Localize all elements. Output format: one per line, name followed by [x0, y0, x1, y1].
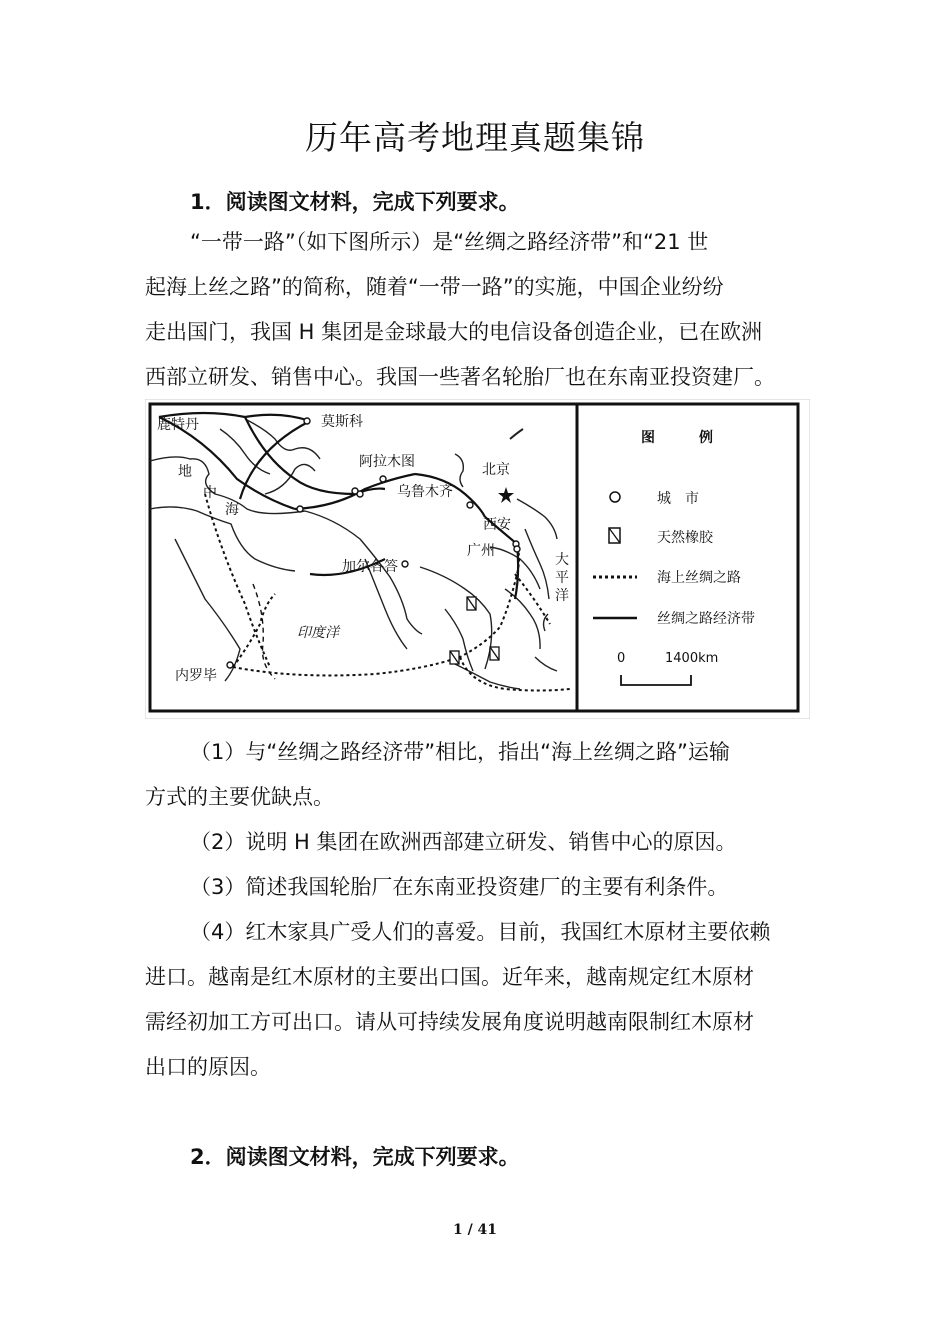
legend-city: 城 市: [657, 491, 699, 507]
belt-and-road-map: [145, 399, 810, 719]
sub-question-line: 进口。越南是红木原材的主要出口国。近年来，越南规定红木原材: [145, 965, 754, 989]
sub-question-line: （1）与“丝绸之路经济带”相比，指出“海上丝绸之路”运输: [190, 740, 730, 764]
intro-line: 走出国门，我国 H 集团是金球最大的电信设备创造企业，已在欧洲: [145, 320, 763, 344]
legend-city-symbol: [610, 492, 620, 502]
legend-rubber: 天然橡胶: [657, 530, 713, 546]
question-2-heading: 2．阅读图文材料，完成下列要求。: [190, 1145, 520, 1169]
legend-scale-value: 1400km: [665, 651, 719, 666]
intro-line: 起海上丝之路”的简称，随着“一带一路”的实施，中国企业纷纷: [145, 275, 724, 299]
label-pacific-1: 大: [555, 552, 569, 568]
page-title: 历年高考地理真题集锦: [305, 118, 645, 157]
sub-question-line: 出口的原因。: [145, 1055, 271, 1079]
label-nairobi: 内罗毕: [175, 668, 217, 684]
sub-question-line: 方式的主要优缺点。: [145, 785, 334, 809]
intro-line: 西部立研发、销售中心。我国一些著名轮胎厂也在东南亚投资建厂。: [145, 365, 775, 389]
intro-line: “一带一路”（如下图所示）是“丝绸之路经济带”和“21 世: [190, 230, 709, 254]
legend-title-1: 图: [641, 430, 655, 446]
label-beijing: 北京: [482, 462, 510, 478]
sub-question-line: 需经初加工方可出口。请从可持续发展角度说明越南限制红木原材: [145, 1010, 754, 1034]
label-indian-ocean: 印度洋: [297, 625, 339, 641]
legend-title-2: 例: [699, 430, 713, 446]
label-xian: 西安: [483, 517, 511, 533]
label-kolkata: 加尔各答: [342, 559, 398, 575]
label-guangzhou: 广州: [467, 543, 495, 559]
legend-belt: 丝绸之路经济带: [657, 611, 755, 627]
label-rotterdam: 鹿特丹: [157, 417, 199, 433]
sub-question-line: （2）说明 H 集团在欧洲西部建立研发、销售中心的原因。: [190, 830, 737, 854]
label-moscow: 莫斯科: [321, 414, 363, 430]
label-pacific-3: 洋: [555, 588, 569, 604]
label-pacific-2: 平: [555, 570, 569, 586]
legend-scale-zero: 0: [617, 651, 626, 666]
sub-question-line: （3）简述我国轮胎厂在东南亚投资建厂的主要有利条件。: [190, 875, 729, 899]
question-1-intro: [145, 220, 815, 400]
page-number: 1 / 41: [452, 1222, 498, 1238]
question-1-heading: 1．阅读图文材料，完成下列要求。: [190, 190, 520, 214]
label-med-2: 中: [203, 485, 217, 501]
label-med-1: 地: [178, 464, 192, 480]
question-1-subquestions: [145, 730, 815, 1090]
label-urumqi: 乌鲁木齐: [397, 484, 453, 500]
label-med-3: 海: [225, 502, 239, 518]
label-almaty: 阿拉木图: [359, 454, 415, 470]
sub-question-line: （4）红木家具广受人们的喜爱。目前，我国红木原材主要依赖: [190, 920, 771, 944]
legend-maritime: 海上丝绸之路: [657, 570, 741, 586]
